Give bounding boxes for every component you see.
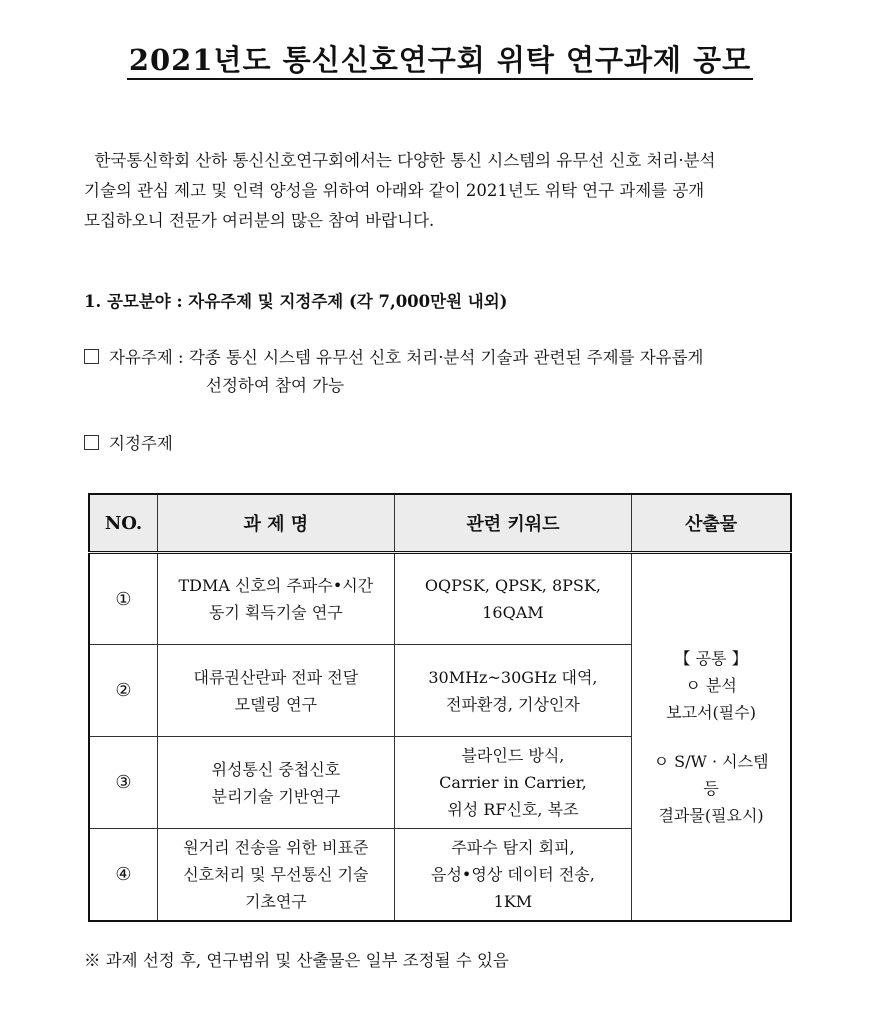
output-line: 보고서(필수) [666, 702, 756, 722]
keyword-line: 위성 RF신호, 복조 [447, 800, 579, 819]
task-name-line: 동기 획득기술 연구 [208, 603, 343, 622]
task-name-line: 원거리 전송을 위한 비표준 [183, 837, 369, 857]
intro-line: 기술의 관심 제고 및 인력 양성을 위하여 아래와 같이 2021년도 위탁 연구 과제를 공개 [84, 181, 705, 200]
section-heading-1: 1. 공모분야 : 자유주제 및 지정주제 (각 7,000만원 내외) [84, 292, 508, 311]
free-topic-label: 자유주제 [109, 348, 173, 367]
keyword-line: 전파환경, 기상인자 [446, 694, 580, 714]
designated-topic-item [84, 430, 173, 454]
task-keywords [394, 645, 631, 737]
task-name-line: 기초연구 [244, 891, 307, 911]
intro-line: 모집하오니 전문가 여러분의 많은 참여 바랍니다. [84, 211, 435, 230]
task-name-line: 모델링 연구 [234, 694, 318, 714]
task-table [88, 493, 792, 922]
task-keywords [394, 553, 631, 645]
output-line: 등 [703, 778, 719, 798]
designated-topic-label: 지정주제 [109, 434, 173, 453]
document-title [0, 38, 880, 79]
output-line: ㅇ 분석 [685, 675, 737, 695]
title-text: 2021년도 통신신호연구회 위탁 연구과제 공모 [127, 43, 753, 80]
row-number: ③ [89, 737, 158, 829]
header-keywords: 관련 키워드 [394, 494, 631, 553]
free-topic-desc-1: : 각종 통신 시스템 유무선 신호 처리·분석 기술과 관련된 주제를 자유롭게 [178, 348, 704, 367]
free-topic-desc-2: 선정하여 참여 가능 [206, 376, 345, 395]
keyword-line: 블라인드 방식, [461, 746, 565, 765]
header-name: 과 제 명 [158, 494, 395, 553]
output-heading: 【 공통 】 [674, 648, 748, 668]
keyword-line: 30MHz~30GHz 대역, [428, 667, 598, 687]
keyword-line: 주파수 탐지 회피, [451, 837, 575, 857]
keyword-line: OQPSK, QPSK, 8PSK, [424, 576, 601, 595]
row-number: ④ [89, 829, 158, 921]
task-name-line: 대류권산란파 전파 전달 [193, 667, 359, 687]
checkbox-icon [84, 435, 99, 450]
table-header-row [89, 494, 791, 553]
task-name-line: 분리기술 기반연구 [211, 786, 341, 806]
task-name [158, 553, 395, 645]
keyword-line: 1KM [493, 891, 533, 911]
task-name [158, 737, 395, 829]
output-line: ㅇ S/W · 시스템 [653, 751, 769, 771]
task-name-line: 위성통신 중첩신호 [211, 759, 341, 779]
intro-paragraph [84, 146, 804, 236]
task-name [158, 645, 395, 737]
output-line: 결과물(필요시) [658, 805, 764, 825]
keyword-line: 16QAM [482, 603, 544, 622]
row-number: ② [89, 645, 158, 737]
header-no: NO. [89, 494, 158, 553]
row-number: ① [89, 553, 158, 645]
output-cell [632, 553, 791, 921]
table-row [89, 553, 791, 645]
intro-line: 한국통신학회 산하 통신신호연구회에서는 다양한 통신 시스템의 유무선 신호 처리·분석 [84, 151, 716, 170]
keyword-line: Carrier in Carrier, [439, 773, 587, 792]
header-output: 산출물 [632, 494, 791, 553]
task-name-line: TDMA 신호의 주파수•시간 [178, 576, 374, 595]
task-name [158, 829, 395, 921]
keyword-line: 음성•영상 데이터 전송, [431, 864, 595, 884]
task-name-line: 신호처리 및 무선통신 기술 [183, 864, 369, 884]
free-topic-item [84, 344, 704, 400]
checkbox-icon [84, 349, 99, 364]
task-keywords [394, 829, 631, 921]
task-keywords [394, 737, 631, 829]
footnote: ※ 과제 선정 후, 연구범위 및 산출물은 일부 조정될 수 있음 [84, 951, 509, 970]
